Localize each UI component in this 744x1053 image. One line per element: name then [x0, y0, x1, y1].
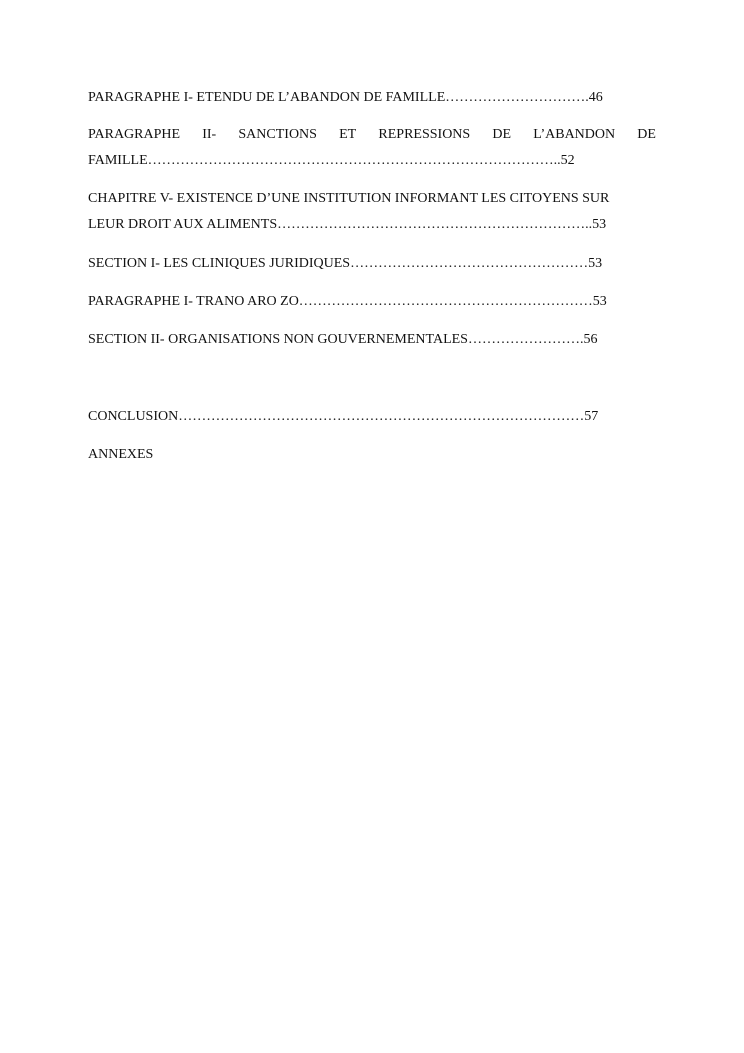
toc-entry-chapitre-5-line-2: LEUR DROIT AUX ALIMENTS…………………………………………………………..53 — [88, 217, 607, 232]
toc-entry-annexes: ANNEXES — [88, 447, 154, 462]
toc-entry-chapitre-5-line-1: CHAPITRE V- EXISTENCE D’UNE INSTITUTION INFORMANT LES CITOYENS SUR — [88, 191, 610, 206]
toc-word: SANCTIONS — [238, 127, 317, 142]
toc-word: ET — [339, 127, 357, 142]
toc-word: REPRESSIONS — [378, 127, 471, 142]
toc-entry-paragraphe-2-line-2: FAMILLE……………………………………………………………………………..52 — [88, 153, 575, 168]
toc-word: DE — [637, 127, 656, 142]
toc-word: L’ABANDON — [533, 127, 616, 142]
toc-entry-section-1: SECTION I- LES CLINIQUES JURIDIQUES……………………………………………53 — [88, 256, 603, 271]
toc-entry-paragraphe-2-line-1 — [88, 127, 656, 143]
toc-word: PARAGRAPHE — [88, 127, 181, 142]
toc-word: II- — [202, 127, 217, 142]
toc-entry-conclusion: CONCLUSION……………………………………………………………………………57 — [88, 409, 599, 424]
toc-entry-paragraphe-1-etendu: PARAGRAPHE I- ETENDU DE L’ABANDON DE FAMILLE………………………….46 — [88, 90, 603, 105]
toc-entry-paragraphe-trano-aro-zo: PARAGRAPHE I- TRANO ARO ZO………………………………………………………53 — [88, 294, 607, 309]
toc-word: DE — [492, 127, 512, 142]
toc-entry-section-2: SECTION II- ORGANISATIONS NON GOUVERNEMENTALES…………………….56 — [88, 332, 598, 347]
